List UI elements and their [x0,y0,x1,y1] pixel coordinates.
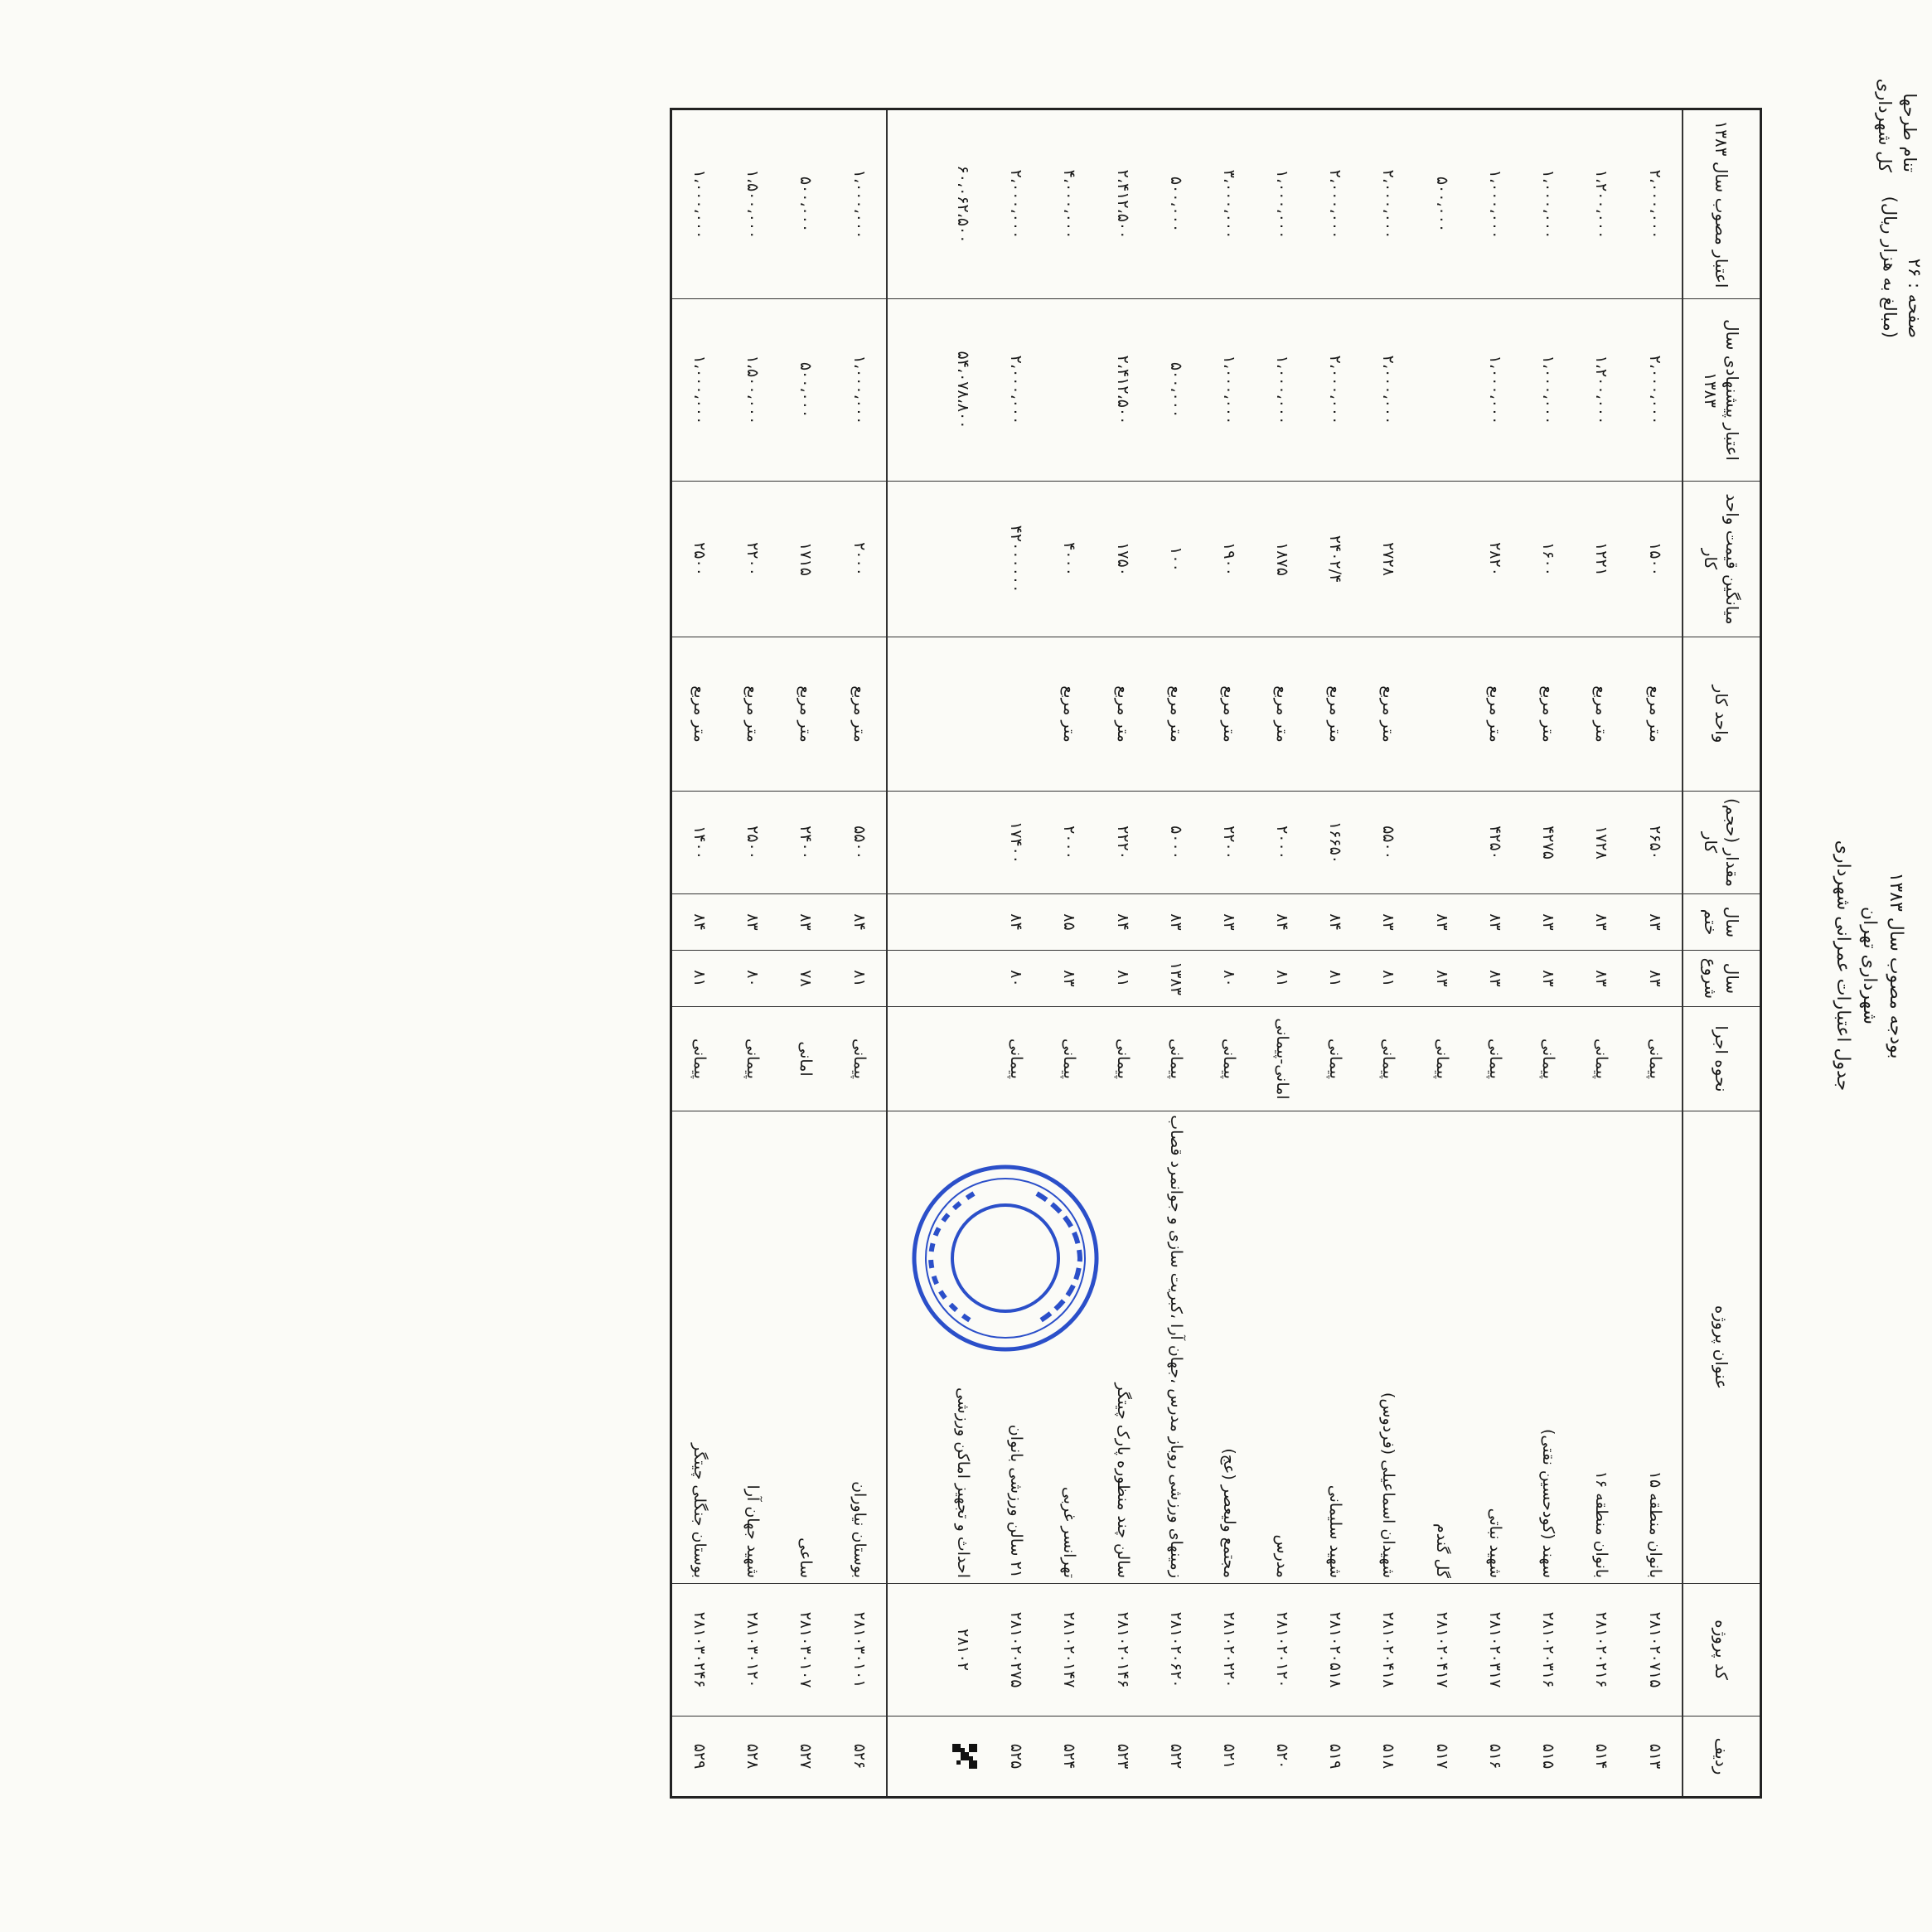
cell-method: پیمانی [671,1007,727,1111]
cell-price: ۱۸۷۵ [1256,482,1309,637]
table-row [1096,109,1149,1798]
cell-unit: متر مربع [671,637,727,792]
cell-title: بانوان منطقه ۱۶ [1575,1111,1628,1584]
cell-price: ۱۹۰۰ [1203,482,1256,637]
table-row [1256,109,1309,1798]
header-right-line2: کل شهرداری [1875,78,1895,172]
cell-title: گل گندم [1416,1111,1469,1584]
cell-approved: ۲،۴۱۲،۵۰۰ [1096,109,1149,299]
cell-method: امانی [779,1007,832,1111]
col-volume: مقدار (حجم) کار [1683,792,1761,894]
cell-end: ۸۳ [1150,894,1203,951]
table-row [1362,109,1415,1798]
cell-no: ۵۱۳ [1628,1717,1683,1798]
table-row [726,109,779,1798]
cell-method [937,1007,990,1111]
cell-no: ۵۲۱ [1203,1717,1256,1798]
col-unit: واحد کار [1683,637,1761,792]
cell-code: ۲۸۱۰۲۰۲۲۰ [1203,1584,1256,1717]
cell-method: پیمانی [1203,1007,1256,1111]
cell-price [887,482,937,637]
cell-approved: ۵۰۰،۰۰۰ [1150,109,1203,299]
cell-unit [990,637,1043,792]
cell-end: ۸۳ [1416,894,1469,951]
cell-proposed: ۲،۴۱۲،۵۰۰ [1096,299,1149,482]
cell-code: ۲۸۱۰۲۰۲۷۵ [990,1584,1043,1717]
cell-proposed: ۱،۰۰۰،۰۰۰ [1522,299,1575,482]
cell-no: ۵۲۰ [1256,1717,1309,1798]
header-center [1829,717,1909,1214]
cell-start: ۸۰ [1203,951,1256,1007]
cell-unit: متر مربع [832,637,887,792]
cell-start: ۸۰ [990,951,1043,1007]
cell-approved [887,109,937,299]
cell-method: پیمانی [990,1007,1043,1111]
cell-end [887,894,937,951]
cell-proposed [1416,299,1469,482]
cell-method: پیمانی [1362,1007,1415,1111]
cell-proposed: ۱،۰۰۰،۰۰۰ [1256,299,1309,482]
cell-method: پیمانی [1469,1007,1522,1111]
col-start: سال شروع [1683,951,1761,1007]
cell-unit: متر مربع [1256,637,1309,792]
cell-title: سالن چند منظوره پارک چیتگر [1096,1111,1149,1584]
header-left [1877,90,1927,338]
cell-proposed: ۵۰۰،۰۰۰ [1150,299,1203,482]
cell-code: ۲۸۱۰۳۰۱۰۷ [779,1584,832,1717]
cell-code: ۲۸۱۰۲۰۶۲۰ [1150,1584,1203,1717]
cell-no [887,1717,937,1798]
cell-code: ۲۸۱۰۲۰۴۱۸ [1362,1584,1415,1717]
table-row [1575,109,1628,1798]
cell-no: ۵۲۵ [990,1717,1043,1798]
cell-method: پیمانی [1575,1007,1628,1111]
cell-unit: متر مربع [1628,637,1683,792]
cell-start: ۷۸ [779,951,832,1007]
cell-approved: ۲،۰۰۰،۰۰۰ [1628,109,1683,299]
cell-method [887,1007,937,1111]
cell-end: ۸۳ [1362,894,1415,951]
cell-title: شهید جهان آرا [726,1111,779,1584]
cell-proposed: ۵۰۰،۰۰۰ [779,299,832,482]
header-table-title: جدول اعتبارات عمرانی شهرداری [1833,840,1853,1092]
cell-start: ۸۱ [1309,951,1362,1007]
table-row [937,109,990,1798]
cell-unit [1416,637,1469,792]
cell-price [937,482,990,637]
cell-volume: ۲۴۰۰ [779,792,832,894]
cell-title: بوستان جنگلی چیتگر [671,1111,727,1584]
cell-proposed: ۱،۰۰۰،۰۰۰ [832,299,887,482]
cell-price: ۲۸۲۰ [1469,482,1522,637]
cell-unit: متر مربع [1575,637,1628,792]
cell-approved: ۱،۰۰۰،۰۰۰ [1522,109,1575,299]
cell-end: ۸۳ [1575,894,1628,951]
cell-volume: ۲۲۰۰ [1203,792,1256,894]
table-row [671,109,727,1798]
col-title: عنوان پروژه [1683,1111,1761,1584]
cell-price: ۴۰۰۰ [1043,482,1096,637]
cell-proposed: ۲،۰۰۰،۰۰۰ [1628,299,1683,482]
cell-proposed: ۱،۰۰۰،۰۰۰ [671,299,727,482]
cell-volume: ۱۶۶۵۰ [1309,792,1362,894]
cell-title: تهرانسر غربی [1043,1111,1096,1584]
cell-end: ۸۳ [1628,894,1683,951]
cell-code: ۲۸۱۰۲۰۷۱۵ [1628,1584,1683,1717]
cell-price: ۲۴۰۲/۴ [1309,482,1362,637]
cell-proposed [887,299,937,482]
cell-end: ۸۳ [726,894,779,951]
cell-code: ۲۸۱۰۲ [937,1584,990,1717]
cell-price: ۲۵۰۰ [671,482,727,637]
table-row [1469,109,1522,1798]
col-code: کد پروژه [1683,1584,1761,1717]
cell-start: ۸۳ [1628,951,1683,1007]
cell-start: ۱۳۸۳ [1150,951,1203,1007]
cell-volume: ۵۵۰۰ [832,792,887,894]
col-proposed: اعتبار پیشنهادی سال ۱۳۸۳ [1683,299,1761,482]
table-row [887,109,937,1798]
cell-price: ۱۲۲۱ [1575,482,1628,637]
cell-price: ۲۰۰۰ [832,482,887,637]
table-row [1522,109,1575,1798]
cell-end: ۸۴ [671,894,727,951]
cell-end: ۸۴ [1309,894,1362,951]
cell-end: ۸۳ [1469,894,1522,951]
cell-no: ۵۱۹ [1309,1717,1362,1798]
cell-volume [1416,792,1469,894]
cell-no: ۵۲۴ [1043,1717,1096,1798]
cell-method: پیمانی [1309,1007,1362,1111]
cell-no: ۵۱۷ [1416,1717,1469,1798]
cell-volume: ۱۷۴۰۰ [990,792,1043,894]
table-row [990,109,1043,1798]
cell-title: سهند (کودحسین نقتی) [1522,1111,1575,1584]
cell-volume [937,792,990,894]
cell-end: ۸۴ [1096,894,1149,951]
cell-title: شهید نباتی [1469,1111,1522,1584]
cell-code: ۲۸۱۰۲۰۱۲۰ [1256,1584,1309,1717]
cell-proposed: ۲،۰۰۰،۰۰۰ [1362,299,1415,482]
cell-approved: ۴،۰۰۰،۰۰۰ [1043,109,1096,299]
cell-proposed: ۲،۰۰۰،۰۰۰ [990,299,1043,482]
cell-no: ۵۲۳ [1096,1717,1149,1798]
table-row [1309,109,1362,1798]
cell-method: امانی-پیمانی [1256,1007,1309,1111]
cell-unit: متر مربع [1522,637,1575,792]
cell-price: ۱۷۱۵ [779,482,832,637]
cell-code: ۲۸۱۰۳۰۱۲۰ [726,1584,779,1717]
cell-method: پیمانی [1043,1007,1096,1111]
cell-end [937,894,990,951]
cell-volume: ۲۰۰۰ [1043,792,1096,894]
cell-approved: ۱،۰۰۰،۰۰۰ [1469,109,1522,299]
cell-volume: ۱۴۰۰ [671,792,727,894]
cell-method: پیمانی [1522,1007,1575,1111]
cell-code: ۲۸۱۰۳۰۱۰۱ [832,1584,887,1717]
cell-no: ۵۲۶ [832,1717,887,1798]
col-method: نحوه اجرا [1683,1007,1761,1111]
cell-price: ۱۷۵۰ [1096,482,1149,637]
cell-title: شهیدان اسماعیلی (فردوس) [1362,1111,1415,1584]
cell-method: پیمانی [1096,1007,1149,1111]
cell-no: ۵۱۴ [1575,1717,1628,1798]
cell-price: ۴۲۰۰۰۰۰۰ [990,482,1043,637]
cell-volume: ۲۰۰۰ [1256,792,1309,894]
cell-title: بانوان منطقه ۱۵ [1628,1111,1683,1584]
cell-volume: ۴۲۷۵ [1522,792,1575,894]
cell-code: ۲۸۱۰۲۰۵۱۸ [1309,1584,1362,1717]
cell-price: ۲۲۰۰ [726,482,779,637]
cell-no: ۵۲۷ [779,1717,832,1798]
cell-unit: متر مربع [1043,637,1096,792]
cell-no: ۵۱۸ [1362,1717,1415,1798]
table-row [1203,109,1256,1798]
table-row [1043,109,1096,1798]
qr-mark-icon [953,1744,978,1769]
cell-title: ۲۱ سالن ورزشی بانوان [990,1111,1043,1584]
cell-method: پیمانی [1628,1007,1683,1111]
cell-approved: ۱،۰۰۰،۰۰۰ [832,109,887,299]
cell-volume: ۲۲۲۰ [1096,792,1149,894]
cell-title: مدرس [1256,1111,1309,1584]
cell-volume: ۲۶۵۰ [1628,792,1683,894]
cell-unit [937,637,990,792]
cell-end: ۸۵ [1043,894,1096,951]
cell-proposed: ۱،۲۰۰،۰۰۰ [1575,299,1628,482]
cell-no: ۵۲۸ [726,1717,779,1798]
cell-title: زمینهای ورزشی روباز مدرس ،جهان آرا ،کبریت سازی و جوانمرد قصاب [1150,1111,1203,1584]
cell-approved: ۲،۰۰۰،۰۰۰ [990,109,1043,299]
table-row [1628,109,1683,1798]
cell-end: ۸۴ [990,894,1043,951]
cell-start: ۸۱ [832,951,887,1007]
cell-start: ۸۱ [1362,951,1415,1007]
cell-price: ۱۵۰۰ [1628,482,1683,637]
cell-code [887,1584,937,1717]
cell-unit: متر مربع [1309,637,1362,792]
cell-start: ۸۱ [1096,951,1149,1007]
cell-approved: ۲،۰۰۰،۰۰۰ [1309,109,1362,299]
currency-note: (مبالغ به هزار ریال) [1880,196,1900,338]
cell-start: ۸۳ [1575,951,1628,1007]
table-row [832,109,887,1798]
table-row [1416,109,1469,1798]
cell-code: ۲۸۱۰۲۰۳۱۶ [1522,1584,1575,1717]
cell-code: ۲۸۱۰۲۰۲۱۶ [1575,1584,1628,1717]
cell-method: پیمانی [1416,1007,1469,1111]
table-body [671,109,1683,1798]
header-subtitle: شهرداری تهران [1859,906,1880,1025]
cell-no: ۵۱۶ [1469,1717,1522,1798]
header-title: بودجه مصوب سال ۱۳۸۳ [1886,872,1906,1059]
cell-proposed: ۱،۰۰۰،۰۰۰ [1203,299,1256,482]
cell-approved: ۵۰۰،۰۰۰ [1416,109,1469,299]
table-header-row [1683,109,1761,1798]
cell-no: ۵۲۲ [1150,1717,1203,1798]
cell-approved: ۵۰۰،۰۰۰ [779,109,832,299]
cell-unit: متر مربع [1150,637,1203,792]
cell-end: ۸۴ [1256,894,1309,951]
col-price: میانگین قیمت واحد کار [1683,482,1761,637]
col-approved: اعتبار مصوب سال ۱۳۸۳ [1683,109,1761,299]
cell-start: ۸۳ [1522,951,1575,1007]
cell-start: ۸۳ [1416,951,1469,1007]
cell-proposed: ۱،۰۰۰،۰۰۰ [1469,299,1522,482]
cell-method: پیمانی [1150,1007,1203,1111]
cell-unit: متر مربع [726,637,779,792]
cell-volume: ۲۵۰۰ [726,792,779,894]
cell-proposed: ۱،۵۰۰،۰۰۰ [726,299,779,482]
col-end: سال ختم [1683,894,1761,951]
cell-no [937,1717,990,1798]
cell-start [887,951,937,1007]
cell-start: ۸۰ [726,951,779,1007]
cell-start [937,951,990,1007]
cell-approved: ۳،۰۰۰،۰۰۰ [1203,109,1256,299]
table-row [779,109,832,1798]
document-sheet [564,0,1932,1932]
cell-start: ۸۱ [1256,951,1309,1007]
cell-approved: ۲،۰۰۰،۰۰۰ [1362,109,1415,299]
cell-price: ۱۶۰۰ [1522,482,1575,637]
cell-proposed [1043,299,1096,482]
cell-unit: متر مربع [1096,637,1149,792]
cell-volume: ۵۵۰۰ [1362,792,1415,894]
cell-approved: ۱،۰۰۰،۰۰۰ [1256,109,1309,299]
cell-volume: ۵۰۰۰ [1150,792,1203,894]
cell-title: شهید سلیمانی [1309,1111,1362,1584]
cell-end: ۸۳ [1203,894,1256,951]
page-number: صفحه : ۲۶ [1905,258,1925,338]
cell-unit: متر مربع [1203,637,1256,792]
cell-unit: متر مربع [779,637,832,792]
cell-volume: ۱۷۲۸ [1575,792,1628,894]
cell-title: مجتمع ولیعصر (عج) [1203,1111,1256,1584]
cell-title: ساعی [779,1111,832,1584]
cell-title: احداث و تجهیز اماکن ورزشی [937,1111,990,1584]
cell-code: ۲۸۱۰۲۰۱۴۷ [1043,1584,1096,1717]
cell-price: ۱۰۰ [1150,482,1203,637]
cell-no: ۵۲۹ [671,1717,727,1798]
cell-approved: ۱،۵۰۰،۰۰۰ [726,109,779,299]
cell-volume [887,792,937,894]
cell-proposed: ۲،۰۰۰،۰۰۰ [1309,299,1362,482]
table-row [1150,109,1203,1798]
cell-method: پیمانی [832,1007,887,1111]
cell-method: پیمانی [726,1007,779,1111]
circular-stamp-icon [908,1160,1103,1356]
cell-code: ۲۸۱۰۲۰۳۱۷ [1469,1584,1522,1717]
cell-code: ۲۸۱۰۳۰۲۴۶ [671,1584,727,1717]
cell-unit: متر مربع [1469,637,1522,792]
cell-proposed: ۵۴،۰۷۸،۸۰۰ [937,299,990,482]
cell-title: بوستان نیاوران [832,1111,887,1584]
cell-start: ۸۳ [1043,951,1096,1007]
cell-end: ۸۳ [779,894,832,951]
budget-table [670,108,1762,1799]
cell-volume: ۴۲۵۰ [1469,792,1522,894]
col-row-no: ردیف [1683,1717,1761,1798]
cell-end: ۸۴ [832,894,887,951]
header-right-line1: تنام طرحها [1900,93,1920,172]
cell-approved: ۱،۰۰۰،۰۰۰ [671,109,727,299]
cell-end: ۸۳ [1522,894,1575,951]
cell-price [1416,482,1469,637]
cell-unit [887,637,937,792]
cell-price: ۲۷۲۸ [1362,482,1415,637]
cell-no: ۵۱۵ [1522,1717,1575,1798]
cell-approved: ۱،۲۰۰،۰۰۰ [1575,109,1628,299]
cell-start: ۸۱ [671,951,727,1007]
cell-start: ۸۳ [1469,951,1522,1007]
cell-approved: ۶۰،۰۶۲،۵۰۰ [937,109,990,299]
cell-unit: متر مربع [1362,637,1415,792]
cell-code: ۲۸۱۰۲۰۱۴۶ [1096,1584,1149,1717]
cell-code: ۲۸۱۰۲۰۴۱۷ [1416,1584,1469,1717]
